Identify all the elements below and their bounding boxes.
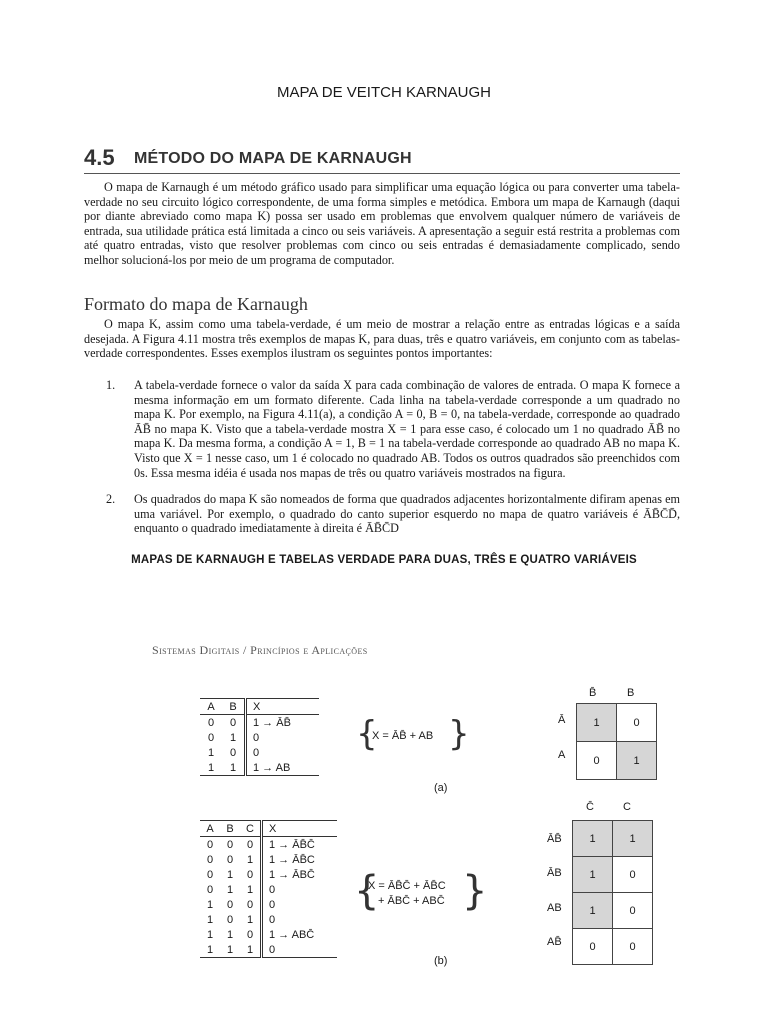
table-cell: 0 bbox=[226, 853, 234, 866]
table-cell: 1 bbox=[220, 942, 240, 958]
table-cell: 1 → ĀB̄C bbox=[262, 852, 338, 867]
right-brace-icon: } bbox=[462, 868, 488, 914]
left-brace-icon: { bbox=[356, 714, 378, 754]
list-item-number: 1. bbox=[106, 378, 116, 392]
subsection-paragraph: O mapa K, assim como uma tabela-verdade, é um meio de mostrar a relação entre as entradas lógicas e a saída desejada. A Figura 4.11 mostra três exemplos de mapas K, para duas, três e quatro variáveis, em conjunto com as tabelas-verdade correspondentes. Esses exemplos ilustram os seguintes pontos importantes: bbox=[84, 317, 680, 361]
expression-a: X = ĀB̄ + AB bbox=[372, 730, 434, 742]
table-cell: 0 bbox=[246, 838, 254, 851]
table-cell: 1 bbox=[246, 883, 254, 896]
table-cell: 1 → ĀBC̄ bbox=[262, 867, 338, 882]
table-cell: 1 → AB bbox=[246, 760, 320, 776]
table-cell: 1 bbox=[229, 731, 237, 744]
left-brace-icon: { bbox=[354, 868, 380, 914]
table-cell: 0 bbox=[206, 883, 214, 896]
table-cell: 0 bbox=[229, 716, 237, 729]
kmap-cell: 1 bbox=[617, 742, 657, 780]
table-cell: 1 bbox=[200, 942, 220, 958]
subsection-title: Formato do mapa de Karnaugh bbox=[84, 294, 308, 314]
kmap-row-label: AB bbox=[547, 902, 562, 914]
kmap-col-label: B bbox=[627, 687, 635, 699]
table-cell: 0 bbox=[206, 853, 214, 866]
table-cell: 1 → ĀB̄C̄ bbox=[262, 837, 338, 853]
table-cell: 0 bbox=[246, 730, 320, 745]
kmap-a bbox=[576, 703, 657, 780]
kmap-cell: 1 bbox=[577, 704, 617, 742]
kmap-col-label: B̄ bbox=[589, 687, 597, 699]
table-cell: 0 bbox=[262, 882, 338, 897]
right-brace-icon: } bbox=[448, 714, 470, 754]
table-cell: 1 bbox=[226, 868, 234, 881]
kmap-cell: 1 bbox=[573, 821, 613, 857]
table-cell: 0 bbox=[262, 897, 338, 912]
kmap-cell: 0 bbox=[613, 857, 653, 893]
table-row bbox=[200, 745, 319, 760]
table-row bbox=[200, 912, 337, 927]
table-cell: 0 bbox=[226, 913, 234, 926]
kmap-b bbox=[572, 820, 653, 965]
table-row bbox=[200, 927, 337, 942]
table-header: A bbox=[200, 699, 222, 715]
table-cell: 1 bbox=[222, 760, 246, 776]
table-header: X bbox=[262, 821, 338, 837]
table-row bbox=[200, 882, 337, 897]
kmap-row-label: Ā bbox=[558, 714, 566, 726]
table-row bbox=[200, 867, 337, 882]
table-cell: 1 → ĀB̄ bbox=[246, 715, 320, 731]
kmap-cell: 1 bbox=[613, 821, 653, 857]
table-header: B bbox=[220, 821, 240, 837]
kmap-cell: 1 bbox=[573, 857, 613, 893]
kmap-cell: 0 bbox=[613, 929, 653, 965]
section-number: 4.5 bbox=[84, 145, 115, 170]
figure-caption: MAPAS DE KARNAUGH E TABELAS VERDADE PARA DUAS, TRÊS E QUATRO VARIÁVEIS bbox=[131, 554, 637, 566]
table-cell: 0 bbox=[246, 898, 254, 911]
table-cell: 0 bbox=[229, 746, 237, 759]
table-cell: 0 bbox=[226, 898, 234, 911]
kmap-row-label: AB̄ bbox=[547, 936, 562, 948]
table-cell: 0 bbox=[262, 942, 338, 958]
table-row bbox=[200, 760, 319, 776]
table-cell: 0 bbox=[207, 716, 215, 729]
kmap-cell: 0 bbox=[573, 929, 613, 965]
table-header: B bbox=[222, 699, 246, 715]
table-row bbox=[200, 897, 337, 912]
table-cell: 0 bbox=[206, 838, 214, 851]
table-row bbox=[200, 715, 319, 731]
table-header: C bbox=[240, 821, 262, 837]
table-cell: 0 bbox=[226, 838, 234, 851]
intro-paragraph: O mapa de Karnaugh é um método gráfico usado para simplificar uma equação lógica ou para converter uma tabela-verdade no seu circuito lógico correspondente, de uma forma simples e metódica. Embora um mapa de Karnaugh (daqui por diante abreviado como mapa K) possa ser usado em problemas que envolvem qualquer número de variáveis de entrada, sua utilidade prática está limitada a cinco ou seis variáveis. A apresentação a seguir está restrita a problemas com até quatro entradas, visto que resolver problemas com cinco ou seis entradas é demasiadamente complicado, sendo melhor solucioná-los por meio de um programa de computador. bbox=[84, 180, 680, 267]
list-item-number: 2. bbox=[106, 492, 116, 506]
table-cell: 1 bbox=[200, 760, 222, 776]
list-item: Os quadrados do mapa K são nomeados de forma que quadrados adjacentes horizontalmente difiram apenas em uma variável. Por exemplo, o quadrado do canto superior esquerdo no mapa de quatro variáveis é ĀB̄C̄D̄, enquanto o quadrado imediatamente à direita é ĀB̄C̄D bbox=[134, 492, 680, 536]
truth-table-a bbox=[200, 698, 319, 776]
table-cell: 1 → ABC̄ bbox=[262, 927, 338, 942]
kmap-col-label: C bbox=[623, 801, 631, 813]
table-cell: 0 bbox=[262, 912, 338, 927]
expression-b-line1: X = ĀB̄C̄ + ĀB̄C bbox=[368, 880, 446, 892]
table-cell: 1 bbox=[226, 928, 234, 941]
expression-b-line2: + ĀBC̄ + ABC̄ bbox=[378, 895, 445, 907]
figure-label-b: (b) bbox=[434, 955, 448, 967]
table-cell: 1 bbox=[240, 942, 262, 958]
list-item: A tabela-verdade fornece o valor da saída X para cada combinação de valores de entrada. O mapa K fornece a mesma informação em um formato diferente. Cada linha na tabela-verdade corresponde a um quadrado no mapa K. Por exemplo, na Figura 4.11(a), a condição A = 0, B = 0, na tabela-verdade, corresponde ao quadrado ĀB̄ no mapa K. Visto que a tabela-verdade mostra X = 1 para esse caso, é colocado um 1 no quadrado ĀB̄ no mapa K. Da mesma forma, a condição A = 1, B = 1 na tabela-verdade corresponde ao quadrado AB no mapa K. Visto que X = 1 nesse caso, um 1 é colocado no quadrado AB. Todos os outros quadrados são preenchidos com 0s. Essa mesma idéia é usada nos mapas de três ou quatro variáveis mostrados na figura. bbox=[134, 378, 680, 480]
table-cell: 1 bbox=[206, 913, 214, 926]
section-title: MÉTODO DO MAPA DE KARNAUGH bbox=[134, 150, 412, 167]
table-header: X bbox=[246, 699, 320, 715]
table-header: A bbox=[200, 821, 220, 837]
kmap-cell: 0 bbox=[613, 893, 653, 929]
kmap-row-label: ĀB bbox=[547, 867, 562, 879]
kmap-cell: 1 bbox=[573, 893, 613, 929]
page-title: MAPA DE VEITCH KARNAUGH bbox=[277, 84, 491, 101]
book-header: Sistemas Digitais / Princípios e Aplicações bbox=[152, 643, 368, 657]
section-divider bbox=[84, 173, 680, 174]
table-cell: 1 bbox=[206, 898, 214, 911]
table-cell: 0 bbox=[207, 731, 215, 744]
table-cell: 1 bbox=[226, 883, 234, 896]
table-row bbox=[200, 942, 337, 958]
table-cell: 1 bbox=[206, 928, 214, 941]
truth-table-b bbox=[200, 820, 337, 958]
table-cell: 1 bbox=[246, 853, 254, 866]
table-cell: 1 bbox=[246, 913, 254, 926]
table-row bbox=[200, 852, 337, 867]
table-cell: 0 bbox=[246, 868, 254, 881]
kmap-row-label: ĀB̄ bbox=[547, 833, 562, 845]
table-row bbox=[200, 730, 319, 745]
table-cell: 0 bbox=[246, 928, 254, 941]
kmap-col-label: C̄ bbox=[586, 801, 594, 813]
table-cell: 1 bbox=[207, 746, 215, 759]
figure-label-a: (a) bbox=[434, 782, 448, 794]
kmap-row-label: A bbox=[558, 749, 566, 761]
kmap-cell: 0 bbox=[577, 742, 617, 780]
table-cell: 0 bbox=[246, 745, 320, 760]
kmap-cell: 0 bbox=[617, 704, 657, 742]
table-cell: 0 bbox=[206, 868, 214, 881]
table-row bbox=[200, 837, 337, 853]
